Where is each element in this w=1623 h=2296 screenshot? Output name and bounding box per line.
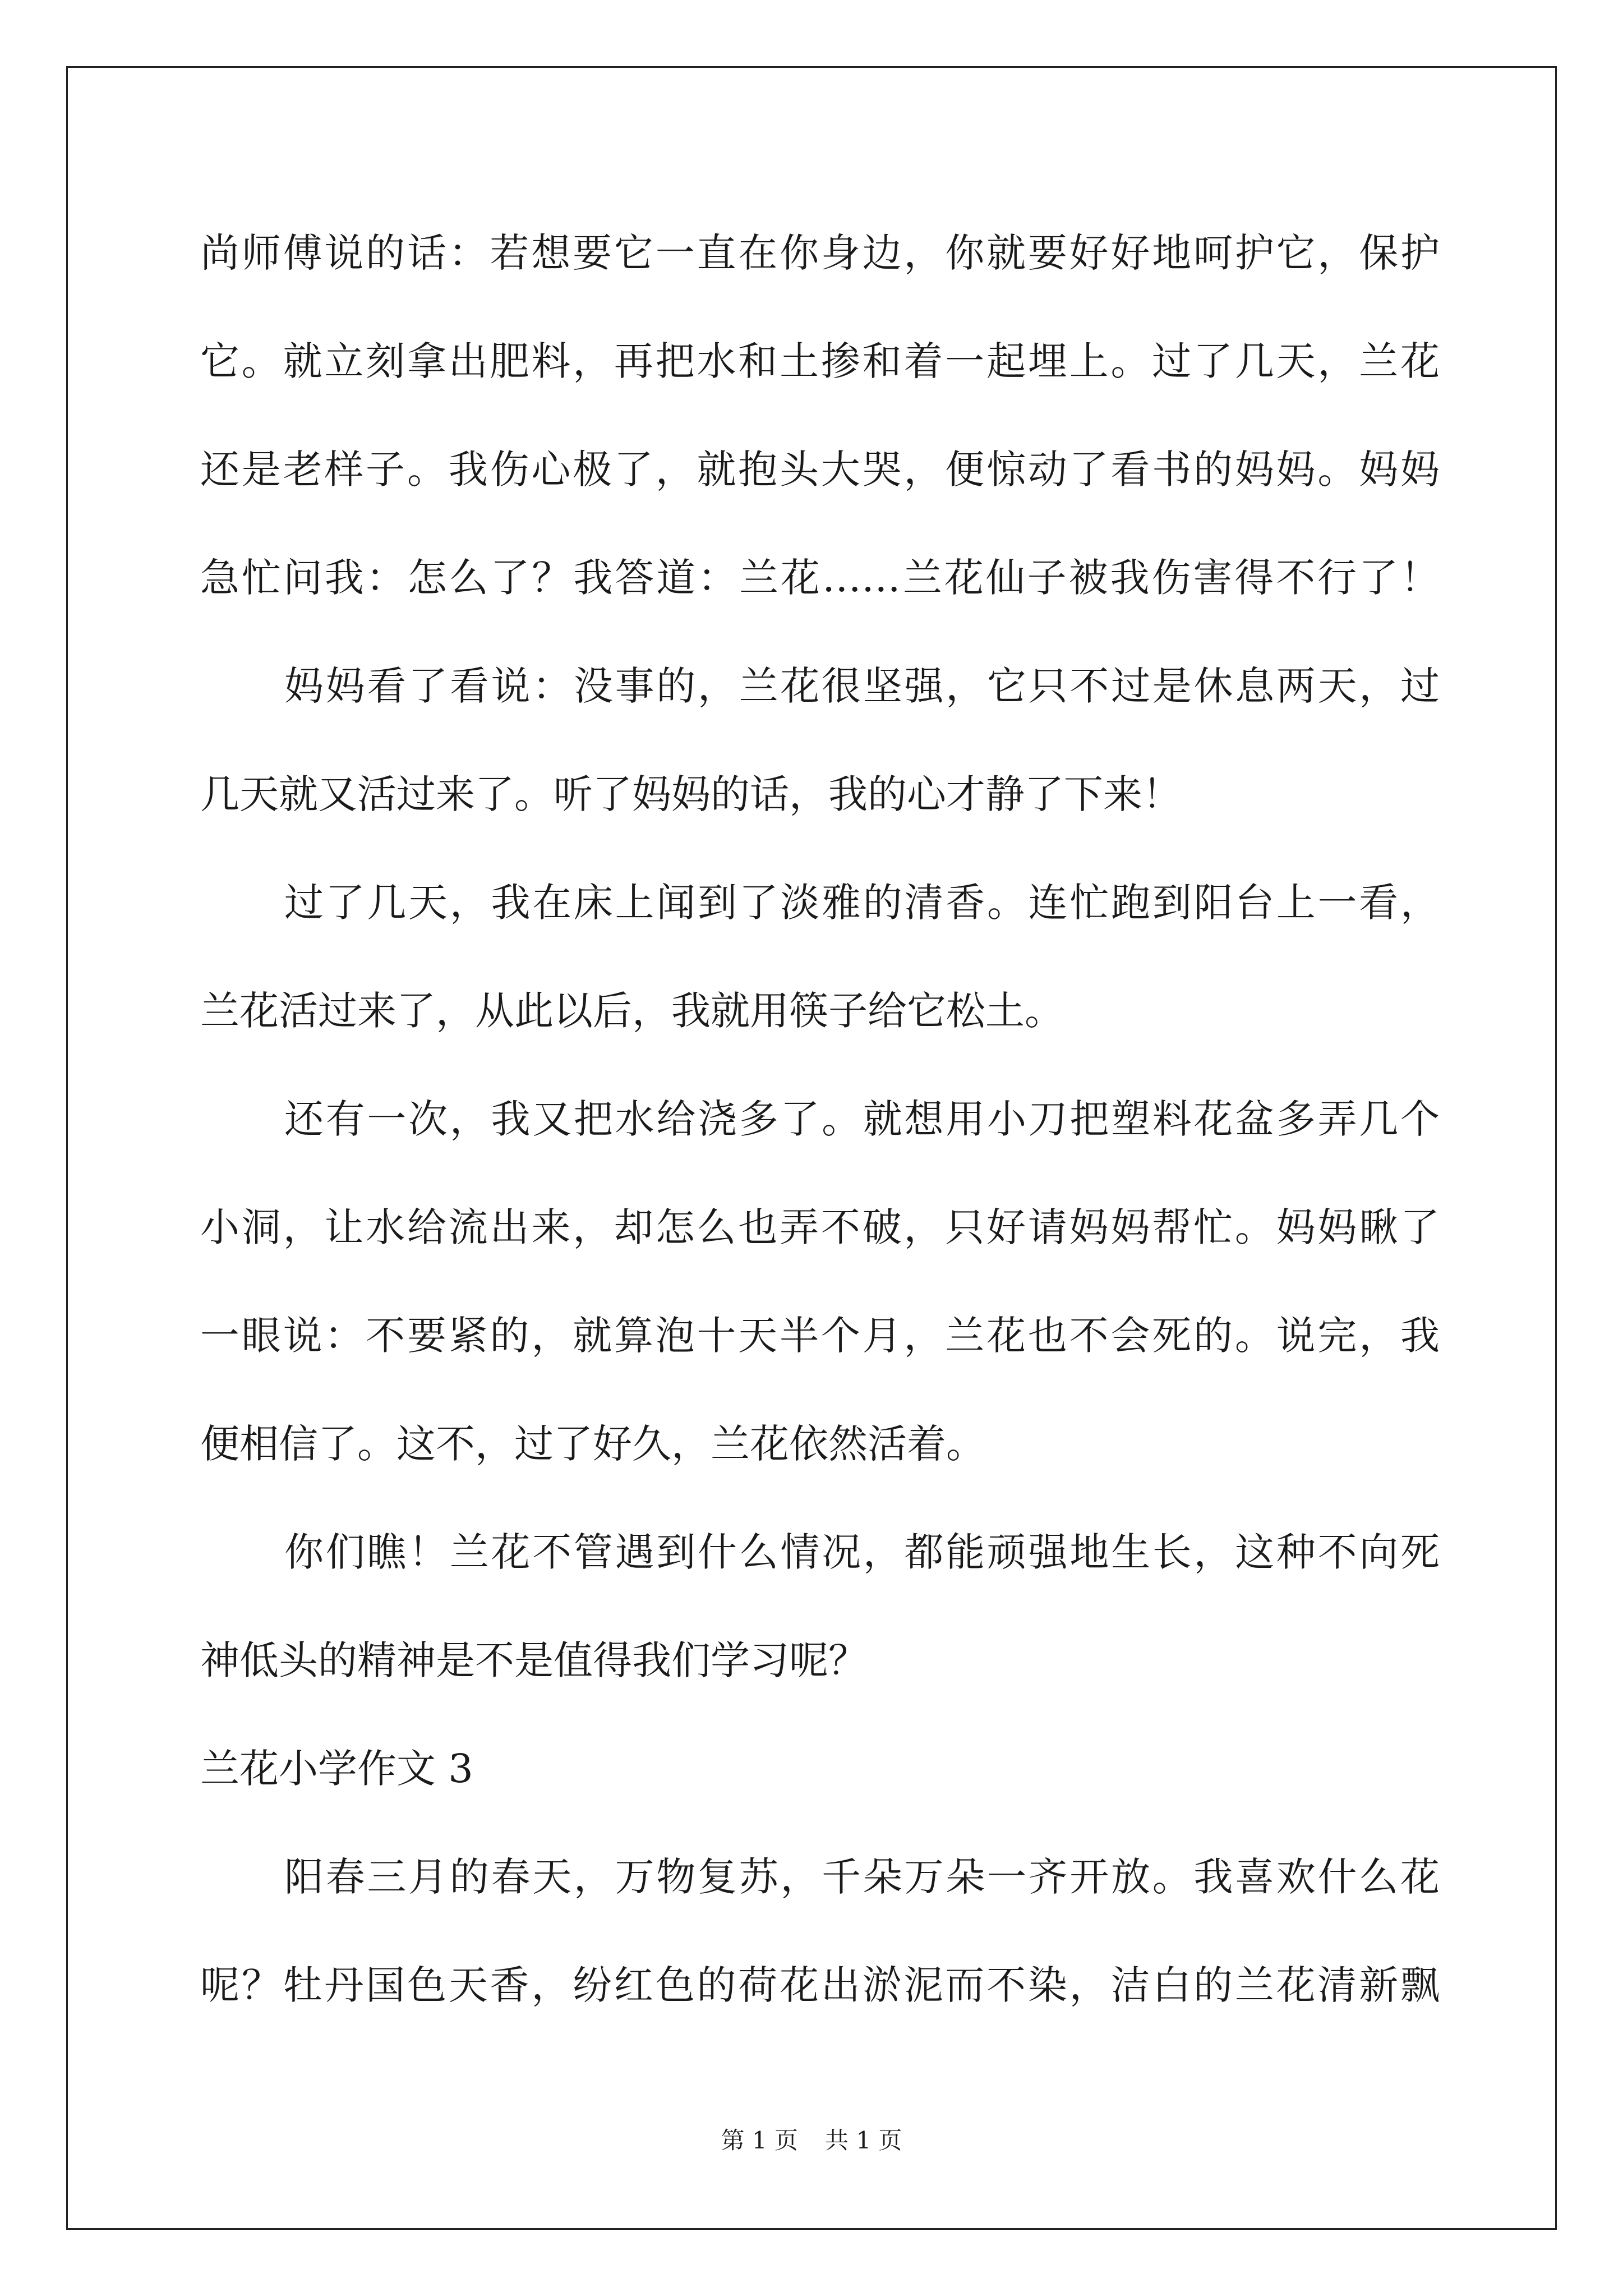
text-line: 神低头的精神是不是值得我们学习呢？	[200, 1637, 868, 1683]
text-line: 妈妈看了看说：没事的，兰花很坚强，它只不过是休息两天，过	[284, 663, 1440, 709]
page-footer	[0, 2124, 1623, 2157]
text-line: 呢？牡丹国色天香，纷红色的荷花出淤泥而不染，洁白的兰花清新飘	[200, 1962, 1440, 2008]
text-line: 阳春三月的春天，万物复苏，千朵万朵一齐开放。我喜欢什么花	[284, 1854, 1440, 1900]
text-line: 你们瞧！兰花不管遇到什么情况，都能顽强地生长，这种不向死	[284, 1529, 1440, 1575]
text-line: 一眼说：不要紧的，就算泡十天半个月，兰花也不会死的。说完，我	[200, 1313, 1440, 1359]
text-line: 兰花活过来了，从此以后，我就用筷子给它松土。	[200, 988, 1064, 1034]
section-heading: 兰花小学作文 3	[200, 1746, 473, 1792]
page-number: 第 1 页	[721, 2127, 798, 2154]
text-line: 还是老样子。我伤心极了，就抱头大哭，便惊动了看书的妈妈。妈妈	[200, 447, 1440, 493]
document-body	[200, 199, 1440, 2040]
text-line: 急忙问我：怎么了？我答道：兰花……兰花仙子被我伤害得不行了！	[200, 555, 1440, 601]
text-line: 过了几天，我在床上闻到了淡雅的清香。连忙跑到阳台上一看，	[284, 880, 1440, 926]
text-line: 它。就立刻拿出肥料，再把水和土掺和着一起埋上。过了几天，兰花	[200, 338, 1440, 384]
text-line: 还有一次，我又把水给浇多了。就想用小刀把塑料花盆多弄几个	[284, 1096, 1440, 1142]
text-line: 尚师傅说的话：若想要它一直在你身边，你就要好好地呵护它，保护	[200, 230, 1440, 276]
page-total: 共 1 页	[825, 2127, 902, 2154]
text-line: 便相信了。这不，过了好久，兰花依然活着。	[200, 1421, 985, 1467]
text-line: 几天就又活过来了。听了妈妈的话，我的心才静了下来！	[200, 771, 1182, 817]
text-line: 小洞，让水给流出来，却怎么也弄不破，只好请妈妈帮忙。妈妈瞅了	[200, 1204, 1440, 1250]
